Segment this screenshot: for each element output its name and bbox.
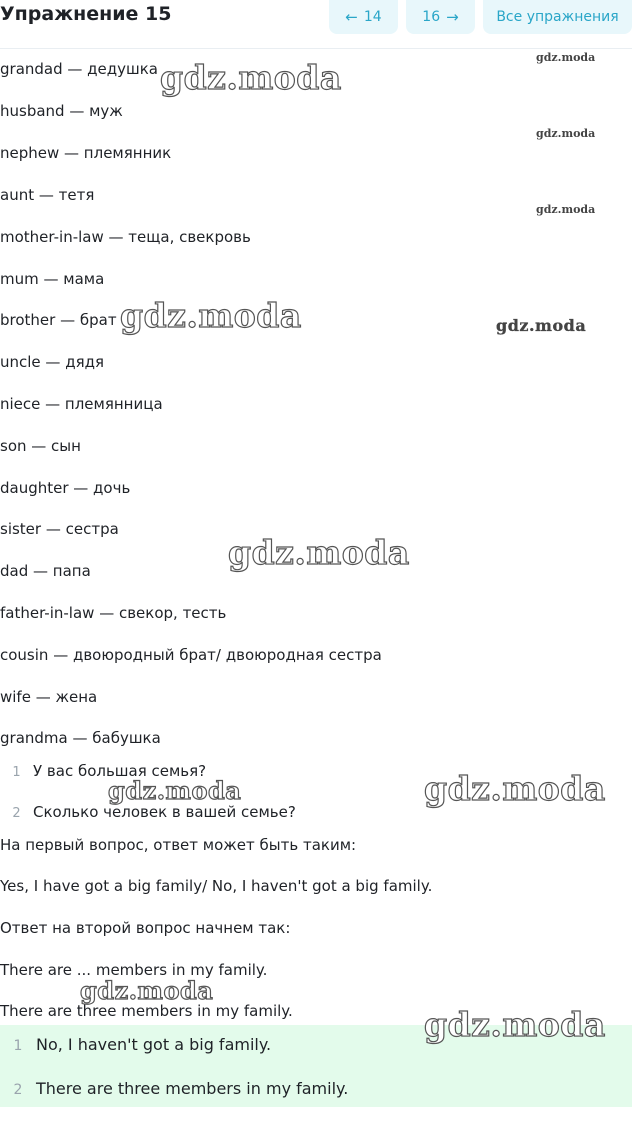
vocab-line: grandma — бабушка: [0, 729, 161, 747]
vocab-line: mother-in-law — теща, свекровь: [0, 228, 251, 246]
vocab-line: uncle — дядя: [0, 353, 104, 371]
answer-item: [0, 1035, 271, 1054]
watermark: gdz.moda: [108, 776, 242, 805]
watermark: gdz.moda: [496, 316, 587, 335]
explanation-line: Ответ на второй вопрос начнем так:: [0, 919, 291, 937]
vocab-line: dad — папа: [0, 562, 91, 580]
watermark: gdz.moda: [424, 769, 606, 808]
page-title: Упражнение 15: [0, 3, 172, 25]
next-exercise-label: 16: [422, 9, 441, 25]
question-text: У вас большая семья?: [33, 762, 207, 780]
question-text: Сколько человек в вашей семье?: [33, 803, 296, 821]
watermark: gdz.moda: [80, 976, 214, 1005]
answer-text: No, I haven't got a big family.: [36, 1035, 272, 1054]
answer-text: There are three members in my family.: [36, 1079, 349, 1098]
vocab-line: grandad — дедушка: [0, 60, 158, 78]
arrow-right-icon: →: [446, 8, 459, 26]
all-exercises-button[interactable]: [483, 0, 632, 34]
question-number: 2: [12, 806, 21, 821]
vocab-line: wife — жена: [0, 688, 98, 706]
arrow-left-icon: ←: [345, 8, 358, 26]
vocab-line: son — сын: [0, 437, 81, 455]
explanation-line: На первый вопрос, ответ может быть таким:: [0, 836, 357, 854]
explanation-line: There are three members in my family.: [0, 1002, 293, 1020]
vocab-line: husband — муж: [0, 102, 123, 120]
vocab-line: brother — брат: [0, 311, 117, 329]
prev-exercise-label: 14: [363, 9, 382, 25]
answer-number: 2: [13, 1082, 23, 1098]
explanation-line: There are ... members in my family.: [0, 961, 268, 979]
vocab-line: sister — сестра: [0, 520, 119, 538]
watermark: gdz.moda: [160, 58, 342, 97]
vocab-line: cousin — двоюродный брат/ двоюродная сестра: [0, 646, 382, 664]
question-number: 1: [12, 765, 21, 780]
vocab-line: daughter — дочь: [0, 479, 131, 497]
prev-exercise-button[interactable]: [329, 0, 398, 34]
top-bar: [0, 0, 632, 49]
vocab-line: nephew — племянник: [0, 144, 172, 162]
answer-number: 1: [13, 1038, 23, 1054]
watermark: gdz.moda: [536, 127, 596, 140]
watermark: gdz.moda: [424, 1005, 606, 1044]
vocab-line: aunt — тетя: [0, 186, 95, 204]
vocab-line: niece — племянница: [0, 395, 163, 413]
all-exercises-label: Все упражнения: [496, 9, 619, 25]
vocab-line: father-in-law — свекор, тесть: [0, 604, 227, 622]
watermark: gdz.moda: [120, 296, 302, 335]
watermark: gdz.moda: [536, 51, 596, 64]
answer-item: [0, 1079, 348, 1098]
watermark: gdz.moda: [228, 533, 410, 572]
question-item: [0, 803, 296, 821]
next-exercise-button[interactable]: [406, 0, 475, 34]
vocab-line: mum — мама: [0, 270, 105, 288]
watermark: gdz.moda: [536, 203, 596, 216]
explanation-line: Yes, I have got a big family/ No, I haven't got a big family.: [0, 877, 433, 895]
